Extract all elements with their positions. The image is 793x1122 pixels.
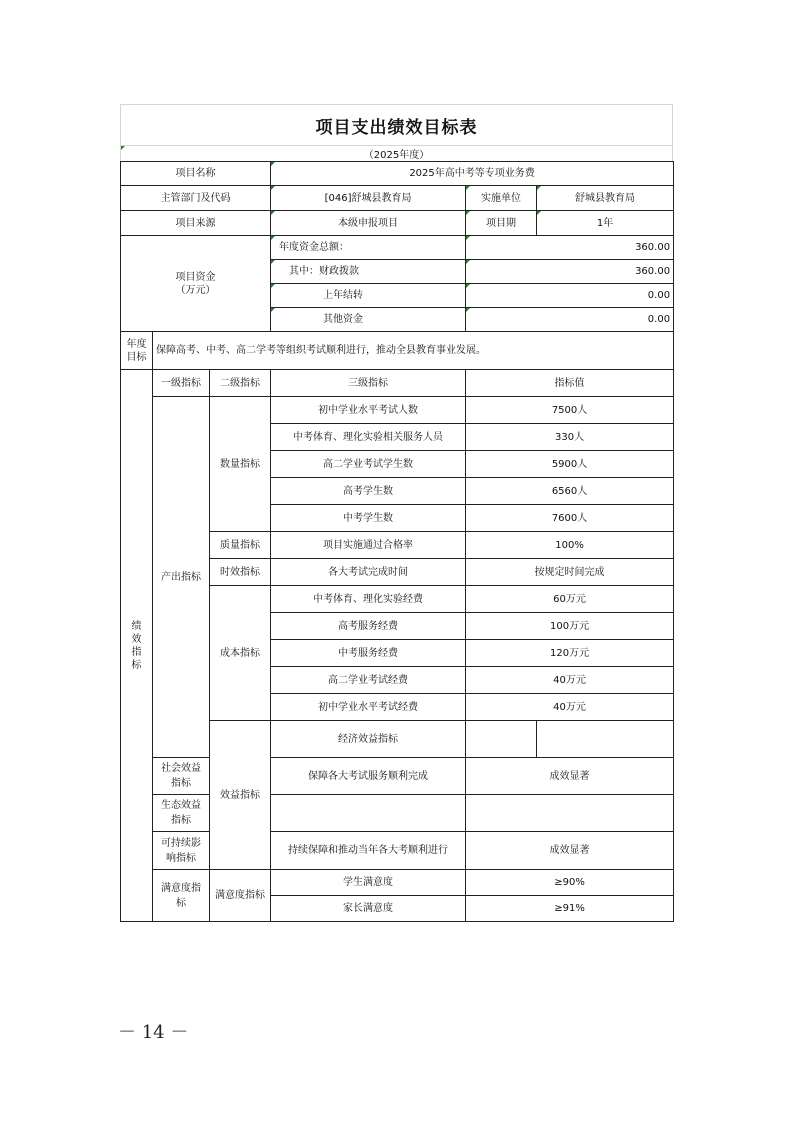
annual-goal-label: 年度 目标 [121, 332, 153, 370]
indicator-name: 中考体育、理化实验经费 [271, 586, 466, 613]
fund-label-carryover: 上年结转 [271, 284, 466, 308]
indicator-value [537, 721, 674, 758]
indicator-value: ≥91% [466, 896, 674, 922]
indicator-value: 120万元 [466, 640, 674, 667]
indicator-name: 保障各大考试服务顺利完成 [271, 758, 466, 795]
level2-satisfaction: 满意度指标 [210, 870, 271, 922]
impl-unit-label: 实施单位 [466, 186, 537, 211]
indicator-name [466, 721, 537, 758]
indicator-value: 7600人 [466, 505, 674, 532]
indicator-name: 学生满意度 [271, 870, 466, 896]
dept-value: [046]舒城县教育局 [271, 186, 466, 211]
period-value: 1年 [537, 211, 674, 236]
level1-benefit: 效益指标 [210, 721, 271, 870]
indicator-value: 60万元 [466, 586, 674, 613]
fund-value-carryover: 0.00 [466, 284, 674, 308]
indicator-value: 按规定时间完成 [466, 559, 674, 586]
indicator-name: 高考学生数 [271, 478, 466, 505]
period-label: 项目期 [466, 211, 537, 236]
indicator-value: 7500人 [466, 397, 674, 424]
indicator-name: 中考体育、理化实验相关服务人员 [271, 424, 466, 451]
level1-satisfaction: 满意度指标 [153, 870, 210, 922]
project-name-value: 2025年高中考等专项业务费 [271, 162, 674, 186]
level2-quantity: 数量指标 [210, 397, 271, 532]
indicator-name: 各大考试完成时间 [271, 559, 466, 586]
header-level2: 二级指标 [210, 370, 271, 397]
indicator-name: 初中学业水平考试经费 [271, 694, 466, 721]
indicator-name [271, 795, 466, 832]
level2-time: 时效指标 [210, 559, 271, 586]
indicator-value: ≥90% [466, 870, 674, 896]
performance-table [120, 161, 674, 922]
level2-cost: 成本指标 [210, 586, 271, 721]
indicator-name: 中考学生数 [271, 505, 466, 532]
indicator-value: 6560人 [466, 478, 674, 505]
level1-output: 产出指标 [153, 397, 210, 758]
indicator-name: 高考服务经费 [271, 613, 466, 640]
table-title: 项目支出绩效目标表 [120, 104, 673, 145]
fund-label-fiscal: 其中：财政拨款 [271, 260, 466, 284]
level2-ecological: 生态效益指标 [153, 795, 210, 832]
fund-value-fiscal: 360.00 [466, 260, 674, 284]
header-level3: 三级指标 [271, 370, 466, 397]
fiscal-year: （2025年度） [120, 145, 673, 161]
indicator-value: 5900人 [466, 451, 674, 478]
indicator-name: 初中学业水平考试人数 [271, 397, 466, 424]
indicator-name: 持续保障和推动当年各大考顺利进行 [271, 832, 466, 870]
indicator-name: 高二学业考试学生数 [271, 451, 466, 478]
level2-quality: 质量指标 [210, 532, 271, 559]
source-label: 项目来源 [121, 211, 271, 236]
indicator-value: 成效显著 [466, 832, 674, 870]
indicator-value: 成效显著 [466, 758, 674, 795]
indicator-name: 中考服务经费 [271, 640, 466, 667]
header-level1: 一级指标 [153, 370, 210, 397]
page-number: － 14 － [118, 1022, 189, 1043]
indicator-name: 家长满意度 [271, 896, 466, 922]
indicator-value: 40万元 [466, 694, 674, 721]
fund-value-total: 360.00 [466, 236, 674, 260]
level2-social: 社会效益指标 [153, 758, 210, 795]
project-name-label: 项目名称 [121, 162, 271, 186]
fund-label-other: 其他资金 [271, 308, 466, 332]
header-value: 指标值 [466, 370, 674, 397]
dept-label: 主管部门及代码 [121, 186, 271, 211]
level2-economic: 经济效益指标 [271, 721, 466, 758]
indicator-name: 高二学业考试经费 [271, 667, 466, 694]
funds-label: 项目资金 （万元） [121, 236, 271, 332]
indicator-value [466, 795, 674, 832]
impl-unit-value: 舒城县教育局 [537, 186, 674, 211]
level2-sustainable: 可持续影响指标 [153, 832, 210, 870]
fund-label-total: 年度资金总额： [271, 236, 466, 260]
performance-indicators-label: 绩 效 指 标 [121, 370, 153, 922]
source-value: 本级申报项目 [271, 211, 466, 236]
indicator-value: 330人 [466, 424, 674, 451]
annual-goal-text: 保障高考、中考、高二学考等组织考试顺利进行，推动全县教育事业发展。 [153, 332, 674, 370]
indicator-value: 40万元 [466, 667, 674, 694]
indicator-value: 100万元 [466, 613, 674, 640]
fund-value-other: 0.00 [466, 308, 674, 332]
performance-target-sheet [120, 104, 673, 922]
indicator-value: 100% [466, 532, 674, 559]
indicator-name: 项目实施通过合格率 [271, 532, 466, 559]
